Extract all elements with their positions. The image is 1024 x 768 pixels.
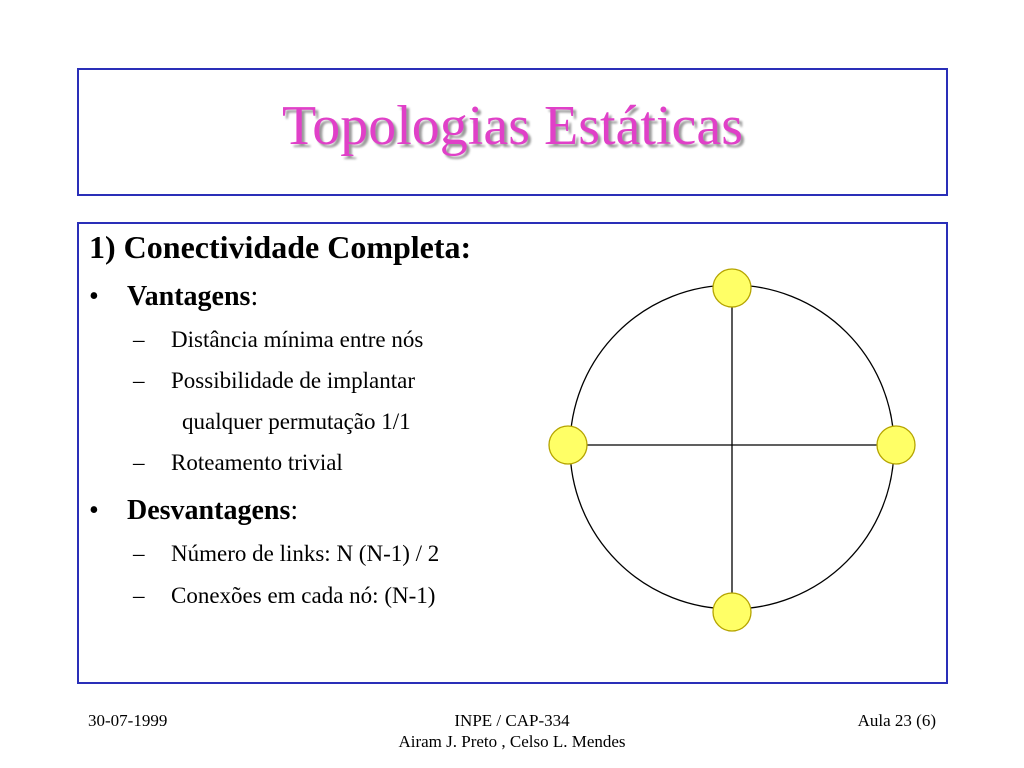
advantage-item — [133, 326, 423, 354]
advantages-label: Vantagens — [127, 281, 251, 312]
footer-date: 30-07-1999 — [88, 711, 168, 730]
disadvantage-item — [133, 582, 435, 610]
dash-symbol: – — [133, 450, 145, 475]
node-top — [713, 269, 751, 307]
dash-symbol: – — [133, 368, 145, 393]
dash-symbol: – — [133, 541, 145, 566]
advantage-item-text: Distância mínima entre nós — [171, 327, 424, 352]
topology-diagram — [530, 258, 930, 638]
footer-center — [312, 710, 712, 753]
section-heading: 1) Conectividade Completa: — [89, 229, 472, 265]
disadvantages-label: Desvantagens — [127, 495, 291, 526]
disadvantage-item-text: Conexões em cada nó: (N-1) — [171, 583, 436, 608]
dash-symbol: – — [133, 583, 145, 608]
bullet-symbol: • — [89, 281, 99, 312]
node-bottom — [713, 593, 751, 631]
footer-lecture: Aula 23 (6) — [857, 711, 936, 730]
title-box — [77, 68, 948, 196]
node-left — [549, 426, 587, 464]
footer-authors: Airam J. Preto , Celso L. Mendes — [398, 732, 626, 752]
slide-title: Topologias Estáticas — [281, 95, 744, 157]
bullet-symbol: • — [89, 495, 99, 526]
bullet-advantages — [89, 280, 258, 314]
advantage-item-continuation: qualquer permutação 1/1 — [182, 409, 411, 434]
disadvantage-item-text: Número de links: N (N-1) / 2 — [171, 541, 440, 566]
disadvantage-item — [133, 540, 439, 568]
footer-course: INPE / CAP-334 — [454, 711, 570, 730]
advantage-item-text: Roteamento trivial — [171, 450, 343, 475]
node-right — [877, 426, 915, 464]
dash-symbol: – — [133, 327, 145, 352]
bullet-disadvantages — [89, 494, 298, 528]
advantage-item — [133, 449, 343, 477]
advantage-item — [133, 367, 415, 395]
advantage-item-text: Possibilidade de implantar — [171, 368, 416, 393]
disadvantages-colon: : — [290, 495, 299, 526]
advantages-colon: : — [250, 281, 259, 312]
